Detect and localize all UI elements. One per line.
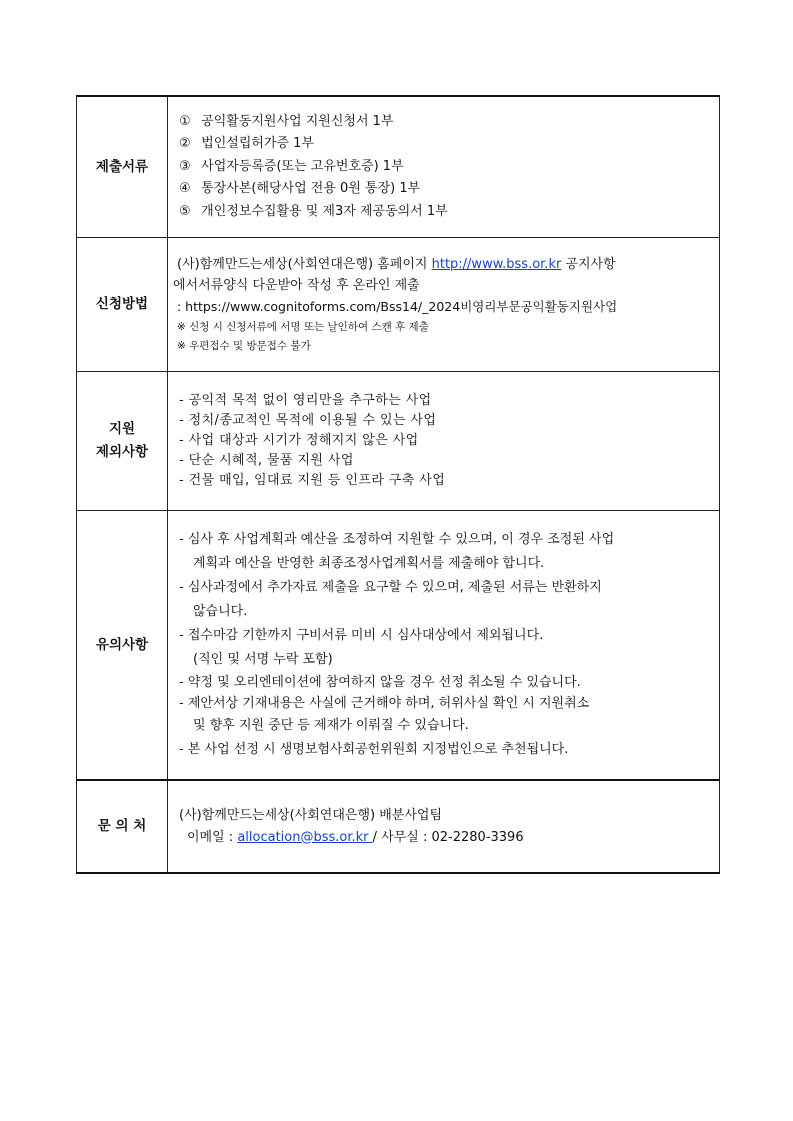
row-notes <box>77 511 720 781</box>
note-item-4: - 약정 및 오리엔테이션에 참여하지 않을 경우 선정 취소될 수 있습니다. <box>179 675 581 690</box>
list-item <box>179 201 718 224</box>
item-text: 사업자등록증(또는 고유번호증) 1부 <box>201 158 404 174</box>
content-documents <box>168 96 720 238</box>
contact-team: (사)함께만드는세상(사회연대은행) 배분사업팀 <box>179 807 443 823</box>
list-item: - 정치/종교적인 목적에 이용될 수 있는 사업 <box>179 413 437 428</box>
label-notes: 유의사항 <box>77 511 168 781</box>
office-phone: / 사무실 : 02-2280-3396 <box>372 829 524 845</box>
label-exclusions-line2: 제외사항 <box>95 444 149 460</box>
apply-line-2: 에서서류양식 다운받아 작성 후 온라인 제출 <box>173 277 420 293</box>
note-item-3-cont: (직인 및 서명 누락 포함) <box>193 652 333 667</box>
note-item-6: - 본 사업 선정 시 생명보험사회공헌위원회 지정법인으로 추천됩니다. <box>179 742 569 757</box>
note-item-5: - 제안서상 기재내용은 사실에 근거해야 하며, 허위사실 확인 시 지원취소 <box>179 696 590 711</box>
label-documents: 제출서류 <box>77 96 168 238</box>
list-item <box>179 178 718 201</box>
documents-list <box>169 111 718 224</box>
note-item-5-cont: 및 향후 지원 중단 등 제재가 이뤄질 수 있습니다. <box>193 718 469 733</box>
apply-note-no-mail: ※ 우편접수 및 방문접수 불가 <box>177 339 311 352</box>
list-item <box>179 133 718 156</box>
row-apply-method <box>77 238 720 372</box>
note-item-2: - 심사과정에서 추가자료 제출을 요구할 수 있으며, 제출된 서류는 반환하지 <box>179 580 602 595</box>
item-text: 법인설립허가증 1부 <box>201 136 315 152</box>
note-item-3: - 접수마감 기한까지 구비서류 미비 시 심사대상에서 제외됩니다. <box>179 628 544 643</box>
exclusions-list <box>169 391 718 491</box>
item-number: ⑤ <box>179 203 191 219</box>
notes-list <box>169 528 718 762</box>
email-link[interactable]: allocation@bss.or.kr <box>237 829 373 845</box>
email-label: 이메일 : <box>187 829 238 845</box>
apply-text: (사)함께만드는세상(사회연대은행) 홈페이지 <box>177 256 432 272</box>
apply-text: 공지사항 <box>561 256 616 272</box>
label-contact: 문 의 처 <box>77 780 168 873</box>
item-text: 개인정보수집활용 및 제3자 제공동의서 1부 <box>201 203 448 219</box>
list-item: - 공익적 목적 없이 영리만을 추구하는 사업 <box>179 393 432 408</box>
item-number: ② <box>179 136 191 152</box>
note-item-1: - 심사 후 사업계획과 예산을 조정하여 지원할 수 있으며, 이 경우 조정된 사업 <box>179 532 615 547</box>
item-number: ③ <box>179 158 191 174</box>
label-exclusions-line1: 지원 <box>108 421 136 437</box>
item-text: 공익활동지원사업 지원신청서 1부 <box>201 113 394 129</box>
content-exclusions <box>168 372 720 511</box>
content-notes <box>168 511 720 781</box>
guidelines-table <box>76 95 720 874</box>
list-item <box>179 111 718 134</box>
list-item: - 건물 매입, 임대료 지원 등 인프라 구축 사업 <box>179 473 446 488</box>
label-apply-method: 신청방법 <box>77 238 168 372</box>
apply-form-url: : https://www.cognitoforms.com/Bss14/_2024비영리부문공익활동지원사업 <box>177 298 618 314</box>
row-documents <box>77 96 720 238</box>
list-item <box>179 156 718 179</box>
row-exclusions <box>77 372 720 511</box>
list-item: - 단순 시혜적, 물품 지원 사업 <box>179 453 354 468</box>
contact-details <box>179 827 718 849</box>
list-item: - 사업 대상과 시기가 정해지지 않은 사업 <box>179 433 419 448</box>
apply-line-1 <box>173 254 718 275</box>
homepage-link[interactable]: http://www.bss.or.kr <box>431 256 562 272</box>
content-contact <box>168 780 720 873</box>
item-text: 통장사본(해당사업 전용 0원 통장) 1부 <box>201 181 421 197</box>
content-apply-method <box>168 238 720 372</box>
row-contact <box>77 780 720 873</box>
apply-note-signature: ※ 신청 시 신청서류에 서명 또는 날인하여 스캔 후 제출 <box>177 320 429 333</box>
item-number: ① <box>179 113 191 129</box>
label-exclusions <box>77 372 168 511</box>
note-item-1-cont: 계획과 예산을 반영한 최종조정사업계획서를 제출해야 합니다. <box>193 556 545 571</box>
note-item-2-cont: 않습니다. <box>193 604 248 619</box>
item-number: ④ <box>179 181 191 197</box>
